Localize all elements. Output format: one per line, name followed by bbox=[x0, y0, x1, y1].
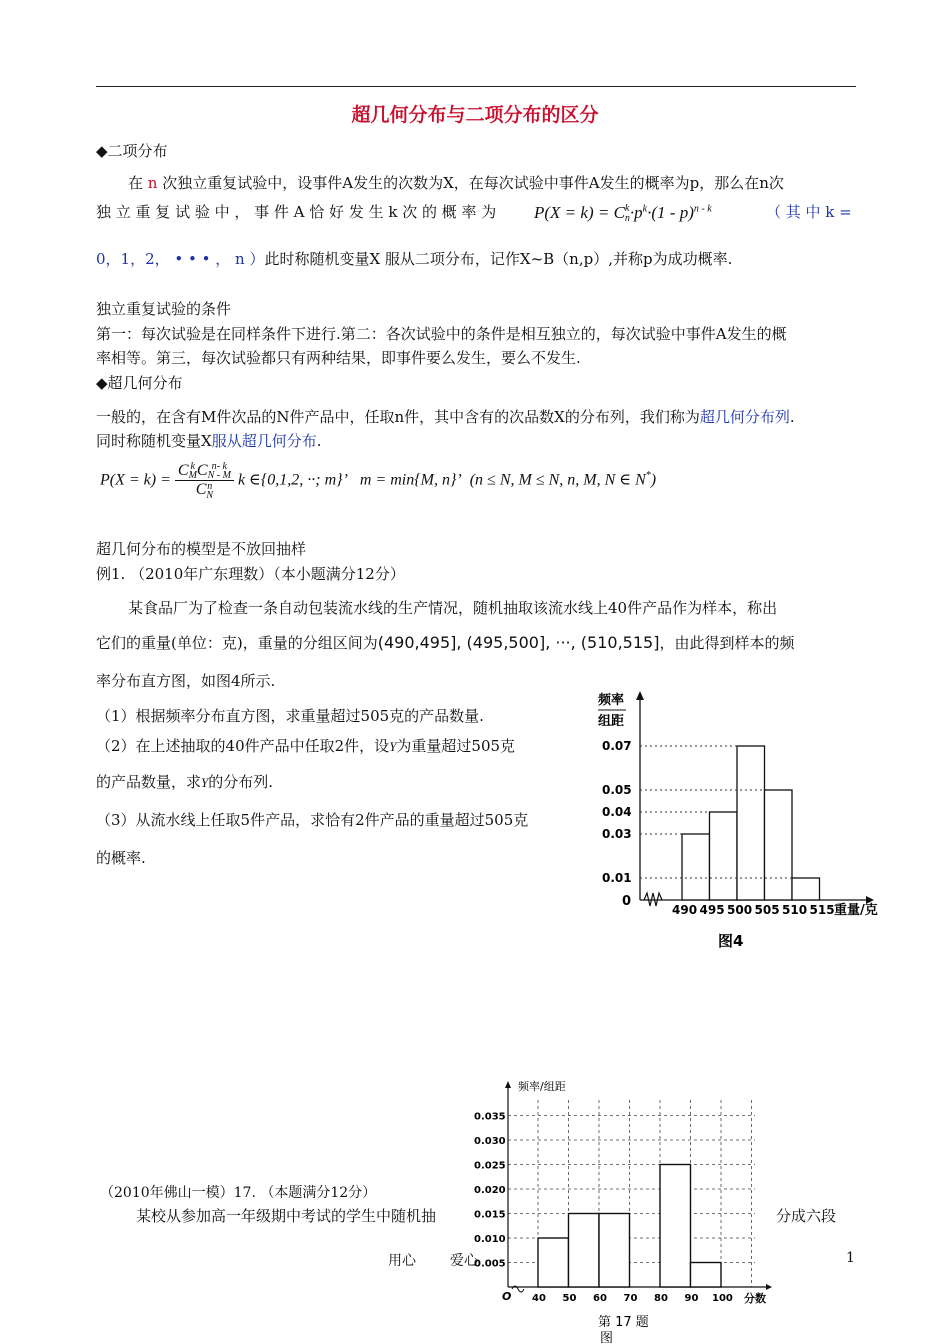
text-fragment: 的产品数量，求 bbox=[96, 773, 202, 791]
figure17-ylabel: 频率/组距 bbox=[518, 1080, 566, 1093]
x-tick-label: 505 bbox=[754, 903, 780, 917]
example2-line-1-end: 分成六段 bbox=[776, 1207, 837, 1225]
y-tick-label: 0.025 bbox=[474, 1160, 506, 1172]
figure17-plot-area bbox=[474, 1081, 772, 1304]
formula-part: (n ≤ N, M ≤ N, n, M, N ∈ N bbox=[469, 471, 646, 489]
formula-sub: N - M bbox=[207, 470, 231, 482]
text-fragment: . bbox=[789, 408, 795, 426]
formula-part: k ∈{0,1,2, ··; m}’ bbox=[237, 471, 348, 489]
histogram-bar bbox=[710, 812, 738, 900]
figure4-xlabel: 重量/克 bbox=[834, 903, 878, 918]
hypergeometric-line-1 bbox=[96, 406, 795, 427]
text-fragment: 独 立 重 复 试 验 中 ， 事 件 A 恰 好 发 生 k 次 的 概 率 为 bbox=[96, 203, 497, 221]
formula-part: ·p bbox=[629, 203, 643, 222]
y-tick-label: 0.015 bbox=[474, 1209, 506, 1221]
histogram-bar bbox=[599, 1214, 630, 1288]
example1-question-2-cont bbox=[96, 771, 273, 792]
figure17-xlabel: 分数 bbox=[744, 1292, 766, 1305]
x-tick-label: 80 bbox=[654, 1293, 668, 1304]
example1-question-1: （1）根据频率分布直方图，求重量超过505克的产品数量. bbox=[96, 707, 484, 725]
x-tick-label: 40 bbox=[532, 1293, 546, 1304]
text-fragment: . bbox=[316, 432, 322, 450]
variable-y: Y bbox=[201, 775, 209, 790]
histogram-bar bbox=[691, 1263, 722, 1288]
y-axis-arrow bbox=[636, 691, 644, 700]
y-tick-label: 0.05 bbox=[602, 783, 632, 797]
footer-page-number: 1 bbox=[846, 1250, 855, 1266]
header-rule bbox=[96, 86, 856, 87]
formula-part: P(X = k) = C bbox=[534, 203, 625, 222]
formula-sub: M bbox=[188, 470, 197, 482]
example1-question-2 bbox=[96, 735, 515, 756]
conditions-line-1: 第一：每次试验是在同样条件下进行.第二：各次试验中的条件是相互独立的，每次试验中事件A发生的概 bbox=[96, 325, 787, 343]
weight-intervals: (490,495], (495,500], ···, (510,515] bbox=[377, 633, 660, 652]
x-tick-label: 495 bbox=[699, 903, 725, 917]
text-fragment: （2）在上述抽取的40件产品中任取2件，设 bbox=[96, 737, 390, 755]
figure4-histogram bbox=[590, 688, 890, 958]
histogram-bar bbox=[682, 834, 710, 900]
x-tick-label: 70 bbox=[623, 1293, 638, 1304]
x-tick-label: 510 bbox=[782, 903, 808, 917]
formula-sup: n bbox=[207, 480, 213, 492]
text-fragment: ，由此得到样本的频 bbox=[659, 634, 795, 652]
formula-part: C bbox=[195, 481, 207, 499]
figure17-origin: O bbox=[502, 1290, 512, 1303]
example1-question-3: （3）从流水线上任取5件产品，求恰有2件产品的重量超过505克 bbox=[96, 811, 529, 829]
hypergeometric-link[interactable]: 超几何分布列 bbox=[699, 408, 790, 426]
fraction-denominator bbox=[175, 481, 234, 499]
histogram-bar bbox=[792, 878, 820, 900]
y-tick-label: 0.035 bbox=[474, 1111, 506, 1123]
binomial-line-2 bbox=[96, 201, 496, 222]
formula-sup: k bbox=[624, 203, 630, 215]
example2-label: （2010年佛山一模）17. （本题满分12分） bbox=[100, 1185, 377, 1201]
figure4-ylabel-top: 频率 bbox=[598, 693, 625, 708]
y-tick-label: 0.030 bbox=[474, 1136, 506, 1147]
binomial-heading: ◆二项分布 bbox=[96, 142, 168, 160]
formula-part: ·(1 - p) bbox=[647, 203, 694, 222]
histogram-bar bbox=[660, 1165, 691, 1288]
text-fragment: 在 bbox=[128, 174, 144, 192]
hypergeometric-link[interactable]: 服从超几何分布 bbox=[211, 432, 317, 450]
text-fragment: 它们的重量(单位：克)，重量的分组区间为 bbox=[96, 634, 378, 652]
y-tick-label: 0.020 bbox=[474, 1185, 506, 1196]
histogram-bar bbox=[569, 1214, 600, 1288]
figure17-caption: 第 17 题 bbox=[598, 1315, 649, 1330]
y-tick-label: 0.010 bbox=[474, 1234, 506, 1245]
x-tick-label: 500 bbox=[727, 903, 753, 917]
histogram-bar bbox=[737, 746, 765, 900]
formula-sub: N bbox=[206, 489, 214, 501]
fraction-numerator bbox=[175, 462, 234, 481]
x-axis-arrow bbox=[766, 1284, 772, 1290]
n-highlight: n bbox=[147, 174, 158, 192]
binomial-where: （ 其 中 k = bbox=[766, 203, 852, 221]
formula-part: ) bbox=[650, 471, 657, 489]
histogram-bar bbox=[765, 790, 793, 900]
x-tick-label: 490 bbox=[672, 903, 698, 917]
x-tick-label: 60 bbox=[593, 1293, 607, 1304]
x-tick-label: 90 bbox=[684, 1293, 699, 1304]
x-tick-label: 515 bbox=[809, 903, 835, 917]
y-axis-arrow bbox=[505, 1081, 511, 1088]
example1-line-1: 某食品厂为了检查一条自动包装流水线的生产情况，随机抽取该流水线上40件产品作为样本，称出 bbox=[128, 599, 778, 617]
hypergeometric-heading: ◆超几何分布 bbox=[96, 374, 183, 392]
y-tick-label: 0.005 bbox=[474, 1258, 506, 1270]
formula-sup: k bbox=[190, 461, 195, 473]
example1-line-2 bbox=[96, 632, 794, 653]
example1-line-3: 率分布直方图，如图4所示. bbox=[96, 672, 276, 690]
formula-sub: n bbox=[624, 213, 630, 225]
figure4-caption: 图4 bbox=[718, 932, 744, 950]
binomial-formula bbox=[534, 203, 712, 224]
hypergeometric-model: 超几何分布的模型是不放回抽样 bbox=[96, 540, 307, 558]
binomial-line-3 bbox=[96, 248, 732, 269]
example2-line-1: 某校从参加高一年级期中考试的学生中随机抽 bbox=[136, 1207, 437, 1225]
formula-sup: k bbox=[642, 203, 648, 215]
y-tick-label: 0.04 bbox=[602, 805, 632, 819]
conditions-heading: 独立重复试验的条件 bbox=[96, 300, 232, 318]
formula-sup: n - k bbox=[693, 203, 712, 215]
formula-fraction bbox=[175, 462, 234, 500]
figure17-histogram bbox=[470, 1078, 780, 1344]
figure4-origin: 0 bbox=[622, 894, 632, 909]
footer-left-b: 爱心 bbox=[450, 1253, 478, 1269]
formula-part: C bbox=[196, 462, 208, 479]
y-tick-label: 0.03 bbox=[602, 827, 632, 841]
formula-part: m = min{M, n}’ bbox=[359, 471, 462, 489]
x-tick-label: 100 bbox=[712, 1293, 733, 1304]
k-range: 0，1，2， • • • ， n ） bbox=[96, 250, 265, 268]
formula-sup: n- k bbox=[211, 461, 227, 473]
text-fragment: 为重量超过505克 bbox=[396, 737, 516, 755]
hypergeometric-line-2 bbox=[96, 430, 321, 451]
hypergeometric-formula bbox=[100, 462, 656, 500]
y-tick-label: 0.07 bbox=[602, 739, 632, 753]
variable-y: Y bbox=[389, 739, 397, 754]
example1-question-3-cont: 的概率. bbox=[96, 849, 146, 867]
page-title: 超几何分布与二项分布的区分 bbox=[351, 104, 599, 126]
figure17-caption-2: 图 bbox=[600, 1331, 614, 1344]
formula-part: C bbox=[177, 462, 189, 479]
histogram-bar bbox=[538, 1238, 569, 1287]
conditions-line-2: 率相等。第三，每次试验都只有两种结果，即事件要么发生，要么不发生. bbox=[96, 349, 581, 367]
text-fragment: 次独立重复试验中，设事件A发生的次数为X，在每次试验中事件A发生的概率为p，那么在n次 bbox=[162, 174, 784, 192]
x-tick-label: 50 bbox=[562, 1293, 577, 1304]
example1-label: 例1. （2010年广东理数）（本小题满分12分） bbox=[96, 565, 405, 583]
footer-left-a: 用心 bbox=[388, 1253, 416, 1269]
formula-sup: * bbox=[645, 470, 651, 482]
text-fragment: 同时称随机变量X bbox=[96, 432, 212, 450]
formula-part: P(X = k) = bbox=[100, 471, 171, 489]
binomial-line-1 bbox=[128, 172, 784, 193]
y-tick-label: 0.01 bbox=[602, 871, 632, 885]
figure4-ylabel-bottom: 组距 bbox=[598, 714, 625, 729]
text-fragment: 此时称随机变量X 服从二项分布，记作X~B（n,p）,并称p为成功概率. bbox=[264, 250, 733, 268]
figure4-plot-area bbox=[602, 691, 874, 917]
text-fragment: 一般的，在含有M件次品的N件产品中，任取n件，其中含有的次品数X的分布列，我们称为 bbox=[96, 408, 700, 426]
text-fragment: 的分布列. bbox=[208, 773, 274, 791]
